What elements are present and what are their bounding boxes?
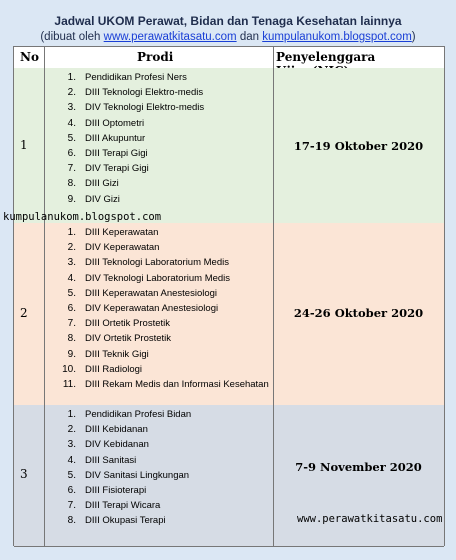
prodi-list bbox=[54, 407, 191, 529]
row-number: 3 bbox=[20, 467, 28, 481]
list-item: 6. DIV Keperawatan Anestesiologi bbox=[67, 302, 219, 314]
table-row-1 bbox=[14, 68, 444, 224]
list-item: 7. DIII Terapi Wicara bbox=[67, 500, 161, 512]
list-item: 2. DIII Teknologi Elektro-medis bbox=[67, 87, 204, 99]
list-item: 1. DIII Keperawatan bbox=[67, 227, 159, 238]
list-item: 1. Pendidikan Profesi Ners bbox=[67, 72, 187, 83]
list-item: 1. Pendidikan Profesi Bidan bbox=[67, 409, 192, 420]
list-item: 2. DIV Keperawatan bbox=[67, 242, 160, 254]
list-item: 6. DIII Fisioterapi bbox=[67, 484, 147, 496]
header-penyelenggara: Penyelenggara bbox=[276, 50, 376, 64]
exam-date: 7-9 November 2020 bbox=[295, 460, 422, 474]
list-item: 8. DIII Okupasi Terapi bbox=[67, 515, 166, 527]
list-item: 5. DIV Sanitasi Lingkungan bbox=[67, 469, 190, 481]
exam-date: 24-26 Oktober 2020 bbox=[293, 306, 424, 320]
watermark-left: kumpulanukom.blogspot.com bbox=[3, 211, 162, 223]
header-prodi: Prodi bbox=[137, 50, 174, 64]
table-row-2 bbox=[14, 223, 444, 406]
table-header bbox=[14, 46, 444, 70]
subtitle-mid: dan bbox=[239, 31, 259, 43]
link-perawatkitasatu[interactable]: www.perawatkitasatu.com bbox=[103, 31, 237, 43]
row-number: 1 bbox=[20, 138, 28, 152]
list-item: 7. DIII Ortetik Prostetik bbox=[67, 318, 170, 330]
list-item: 6. DIII Terapi Gigi bbox=[67, 147, 148, 159]
table-row-3 bbox=[14, 405, 444, 547]
column-divider bbox=[273, 46, 274, 546]
list-item: 7. DIV Terapi Gigi bbox=[67, 163, 149, 175]
list-item: 9. DIV Gizi bbox=[67, 193, 120, 205]
list-item: 8. DIII Gizi bbox=[67, 178, 119, 190]
prodi-list bbox=[54, 70, 204, 207]
exam-date: 17-19 Oktober 2020 bbox=[293, 139, 424, 153]
column-divider bbox=[44, 46, 45, 546]
list-item: 2. DIII Kebidanan bbox=[67, 424, 148, 436]
page-subtitle bbox=[0, 31, 456, 43]
header-no: No bbox=[20, 50, 39, 64]
list-item: 4. DIV Teknologi Laboratorium Medis bbox=[67, 272, 231, 284]
list-item: 3. DIII Teknologi Laboratorium Medis bbox=[67, 257, 229, 269]
list-item: 4. DIII Sanitasi bbox=[67, 454, 137, 466]
list-item: 3. DIV Teknologi Elektro-medis bbox=[67, 102, 205, 114]
list-item: 4. DIII Optometri bbox=[67, 117, 145, 129]
row-number: 2 bbox=[20, 306, 28, 320]
link-kumpulanukom[interactable]: kumpulanukom.blogspot.com bbox=[262, 31, 412, 43]
schedule-table bbox=[13, 46, 445, 546]
subtitle-suffix: ) bbox=[411, 31, 416, 43]
list-item: 3. DIV Kebidanan bbox=[67, 439, 149, 451]
subtitle-prefix: (dibuat oleh bbox=[40, 31, 101, 43]
list-item: 11. DIII Rekam Medis dan Informasi Kesehatan bbox=[62, 378, 269, 390]
list-item: 9. DIII Teknik Gigi bbox=[67, 348, 149, 360]
watermark-bottom: www.perawatkitasatu.com bbox=[297, 513, 443, 525]
page-title: Jadwal UKOM Perawat, Bidan dan Tenaga Kesehatan lainnya bbox=[54, 14, 402, 28]
list-item: 8. DIV Ortetik Prostetik bbox=[67, 333, 172, 345]
list-item: 5. DIII Akupuntur bbox=[67, 132, 146, 144]
list-item: 10. DIII Radiologi bbox=[62, 363, 143, 375]
list-item: 5. DIII Keperawatan Anestesiologi bbox=[67, 287, 218, 299]
prodi-list bbox=[54, 225, 269, 392]
